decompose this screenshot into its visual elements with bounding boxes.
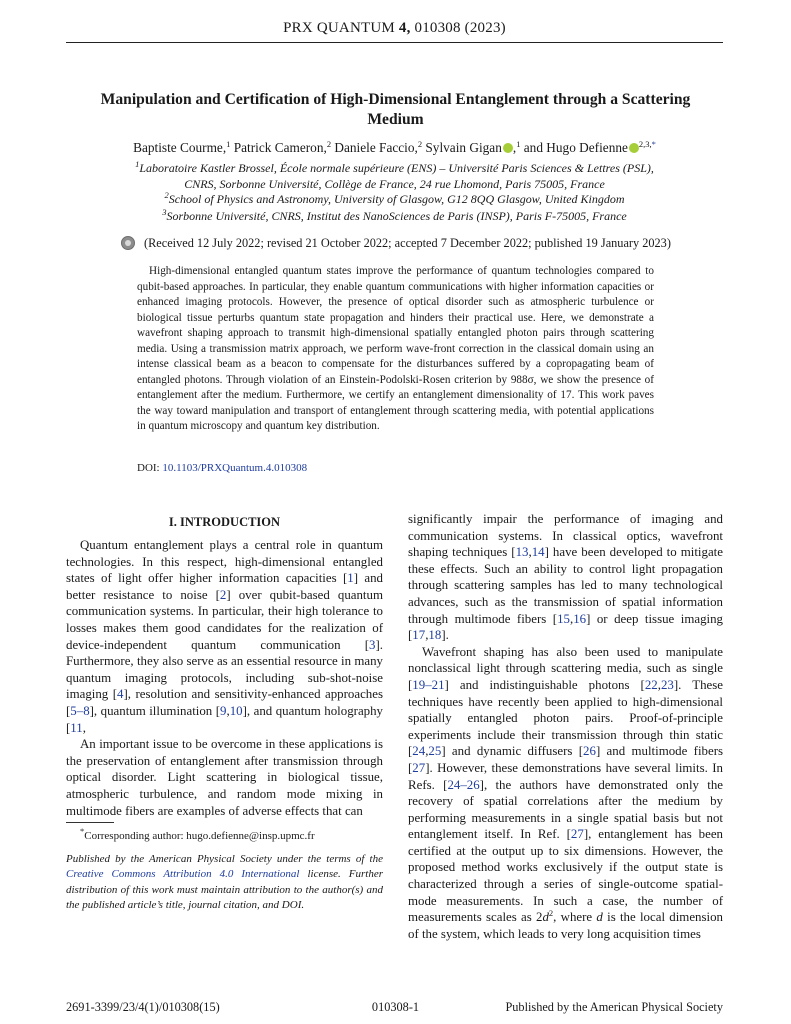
paragraph: significantly impair the performance of imaging and communication systems. In classical optics, wavefront shaping techniques [13,14] have been developed to mitigate these effects. Such an ability to control light propagation through scattering samples has led to many technological advances, such as the transmission of spatial information through multimode fibers [15,16] or deep tissue imaging [17,18]. [408,512,723,643]
received-dates: (Received 12 July 2022; revised 21 October 2022; accepted 7 December 2022; published 19 January 2023) [144,236,671,250]
header-rule [66,42,723,43]
citation-link[interactable]: 4 [117,687,124,702]
citation-link[interactable]: 16 [573,611,587,626]
citation-link[interactable]: 14 [531,545,545,560]
doi-link[interactable]: 10.1103/PRXQuantum.4.010308 [162,462,308,474]
citation-link[interactable]: 10 [229,703,243,718]
citation-link[interactable]: 27 [412,760,426,775]
citation-link[interactable]: 9 [220,703,227,718]
paragraph: An important issue to be overcome in these applications is the preservation of entanglement after transmission through optical disorder. Light scattering in biological tissue, atmospheric turbulence, and random mode mixing in multimode fibers are examples of adverse effects that can [66,737,383,818]
citation-link[interactable]: 17 [412,628,426,643]
citation-link[interactable]: 3 [369,637,376,652]
right-column [408,511,723,942]
author: Patrick Cameron, [233,140,327,155]
affiliation-1: $^1$Laboratoire Kastler Brossel, École normale supérieure (ENS) – Université Paris Sciences & Lettres (PSL), CNRS, Sorbonne Université, Collège de France, 24 rue Lhomond, Paris 75005, France [135,159,654,191]
doi: DOI: 10.1103/PRXQuantum.4.010308 [137,462,308,474]
citation-link[interactable]: 24–26 [447,777,480,792]
abstract: High-dimensional entangled quantum states improve the performance of quantum technologies compared to qubit-based approaches. In particular, they enable quantum communications with higher information capacities or enhanced imaging protocols. However, the presence of optical disorder such as atmospheric turbulence or biological tissue perturbs quantum state propagation and hinders their practical use. Here, we demonstrate a wavefront shaping approach to transmit high-dimensional spatially entangled photon pairs through scattering media. Using a transmission matrix approach, we perform wave-front correction in the classical domain using an intense classical beam as a beacon to compensate for the disturbances suffered by a copropagating beam of entangled photons. Through violation of an Einstein-Podolski-Rosen criterion by 988σ, we show the presence of entanglement after the medium. Furthermore, we certify an entanglement dimensionality of 17. This work paves the way toward manipulation and transport of entanglement through scattering media, with potential applications in quantum microscopy and quantum key distribution. [137,265,654,432]
affiliation-3: $^3$Sorbonne Université, CNRS, Institut des NanoSciences de Paris (INSP), Paris F-75005, France [162,207,627,223]
citation-link[interactable]: 24 [412,744,426,759]
author: Daniele Faccio, [334,140,418,155]
citation-link[interactable]: 1 [347,571,354,586]
citation-link[interactable]: 18 [428,628,442,643]
corresponding-author-link[interactable]: * [651,139,656,149]
citation-link[interactable]: 19–21 [412,677,445,692]
license-note: Published by the American Physical Society under the terms of the Creative Commons Attribution 4.0 International license. Further distribution of this work must maintain attribution to the author(s) and the published article’s title, journal citation, and DOI. [66,853,384,911]
journal-volume: 4, [398,20,411,36]
citation-link[interactable]: 15 [557,611,570,626]
left-column [66,537,383,819]
orcid-icon[interactable] [503,143,513,153]
citation-link[interactable]: 2 [219,587,227,602]
paragraph: Wavefront shaping has also been used to manipulate nonclassical light through scattering media, such as single [19–21] and indistinguishable photons [22,23]. These techniques have recently been applied to high-dimensional spatially entangled photon pairs. Proof-of-principle experiments include their transmission through thin static [24,25] and dynamic diffusers [26] and multimode fibers [27]. However, these demonstrations have several limits. In Refs. [24–26], the authors have demonstrated only the recovery of spatial correlations after the medium by performing measurements in a single spatial basis but not entanglement itself. In Ref. [27], entanglement has been certified at the output up to six dimensions. However, the proposed method works exclusively if the output state is characterized through a series of single-outcome spatial-mode measurements. In such a case, the number of measurements scales as $2d^2$, where d is the local dimension of the system, which leads to very long acquisition times [408,644,723,941]
paper-title: Manipulation and Certification of High-Dimensional Entanglement through a Scattering Medium [100,91,691,128]
paragraph: Quantum entanglement plays a central role in quantum technologies. In this respect, high-dimensional entangled states of light offer higher information capacities [1] and better resistance to noise [2] over qubit-based quantum communication systems. In particular, their high tolerance to losses makes them good candidates for the realization of device-independent quantum communication [3]. Furthermore, they also serve as an essential resource in many quantum imaging protocols, including sub-shot-noise imaging [4], resolution and sensitivity-enhanced approaches [5–8], quantum illumination [9,10], and quantum holography [11, [66,538,384,735]
citation-link[interactable]: 11 [70,720,83,735]
journal-header [66,20,723,37]
author: Sylvain Gigan [425,140,502,155]
citation-link[interactable]: 13 [515,545,529,560]
author: Baptiste Courme, [133,140,227,155]
affiliation-2: $^2$School of Physics and Astronomy, University of Glasgow, G12 8QQ Glasgow, United Kingdom [164,190,625,206]
orcid-icon[interactable] [629,143,639,153]
section-title: I. INTRODUCTION [168,515,281,529]
article-info: 010308 (2023) [410,20,506,36]
page-number: 010308-1 [371,1000,420,1014]
crossmark-icon[interactable] [121,236,135,250]
author-list: Baptiste Courme,$^1$ Patrick Cameron,$^2$ Daniele Faccio,$^2$ Sylvain Gigan ,$^1$ and Hugo Defienne $^{2,3,*}$ [133,139,656,155]
citation-link[interactable]: 26 [583,744,596,759]
citation-link[interactable]: 25 [428,744,442,759]
footer-issn: 2691-3399/23/4(1)/010308(15) [66,1000,220,1014]
journal-name: PRX QUANTUM [283,20,399,36]
citation-link[interactable]: 5–8 [70,703,90,718]
footer-publisher: Published by the American Physical Society [505,1000,723,1014]
license-link[interactable]: Creative Commons Attribution 4.0 International [66,868,300,881]
footnote-rule [66,822,114,823]
author: and Hugo Defienne [523,140,628,155]
footnote: *Corresponding author: hugo.defienne@insp.upmc.fr [80,826,315,842]
citation-link[interactable]: 27 [570,827,584,842]
citation-link[interactable]: 22 [644,677,658,692]
citation-link[interactable]: 23 [660,677,674,692]
